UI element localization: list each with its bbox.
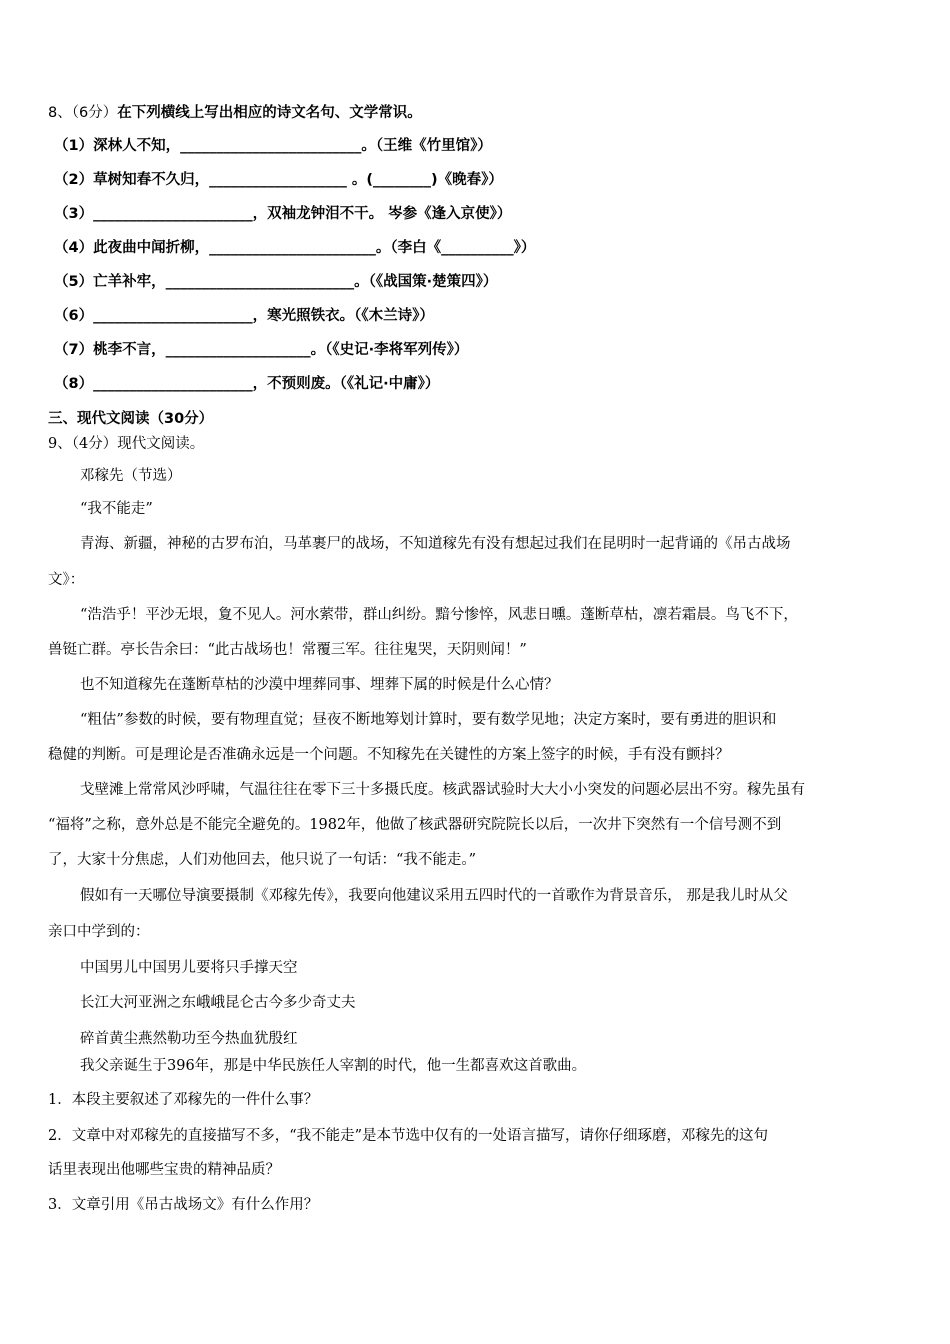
q8-number: 8、: [48, 105, 72, 121]
article-paragraph: 我父亲诞生于396年，那是中华民族任人宰割的时代，他一生都喜欢这首歌曲。: [80, 1058, 587, 1074]
article-paragraph: 假如有一天哪位导演要摄制《邓稼先传》，我要向他建议采用五四时代的一首歌作为背景音乐， 那是我儿时从父: [80, 888, 788, 904]
article-paragraph: 也不知道稼先在蓬断草枯的沙漠中埋葬同事、埋葬下属的时候是什么心情？: [80, 677, 559, 693]
article-paragraph: 亲口中学到的：: [48, 924, 150, 940]
q8-item-2: （2）草树知春不久归，___________________ 。(________)《晚春》）: [54, 172, 503, 188]
q8-item-1: （1）深林人不知，_________________________。（王维《竹里馆》）: [54, 138, 492, 154]
question-3: 3．文章引用《吊古战场文》有什么作用？: [48, 1197, 319, 1213]
article-paragraph: 青海、新疆，神秘的古罗布泊，马革裹尸的战场，不知道稼先有没有想起过我们在昆明时一起背诵的《吊古战场: [80, 536, 791, 552]
q8-item-3: （3）______________________，双袖龙钟泪不干。 岑参《逢入京使》）: [54, 206, 512, 222]
article-paragraph: “粗估”参数的时候，要有物理直觉；昼夜不断地筹划计算时，要有数学见地；决定方案时，要有勇进的胆识和: [80, 712, 777, 728]
article-paragraph: 了，大家十分焦虑，人们劝他回去，他只说了一句话：“我不能走。”: [48, 852, 477, 868]
article-paragraph: 文》：: [48, 572, 85, 588]
article-paragraph: 兽铤亡群。亭长告余曰：“此古战场也！常覆三军。往往鬼哭，天阴则闻！”: [48, 642, 527, 658]
article-paragraph: “浩浩乎！平沙无垠，夐不见人。河水萦带，群山纠纷。黯兮惨悴，风悲日曛。蓬断草枯，凛若霜晨。鸟飞不下，: [80, 607, 798, 623]
q8-item-5: （5）亡羊补牢，__________________________。（《战国策·楚策四》）: [54, 274, 498, 290]
question-2-continued: 话里表现出他哪些宝贵的精神品质？: [48, 1162, 280, 1178]
song-line: 碎首黄尘燕然勒功至今热血犹殷红: [80, 1031, 298, 1047]
q8-item-6: （6）______________________，寒光照铁衣。（《木兰诗》）: [54, 308, 434, 324]
article-title: 邓稼先（节选）: [80, 468, 182, 484]
article-paragraph: 戈壁滩上常常风沙呼啸，气温往往在零下三十多摄氏度。核武器试验时大大小小突发的问题必层出不穷。稼先虽有: [80, 782, 805, 798]
q8-prompt: 在下列横线上写出相应的诗文名句、文学常识。: [117, 105, 422, 121]
q8-heading: [48, 103, 422, 123]
q8-item-7: （7）桃李不言，____________________。（《史记·李将军列传》）: [54, 342, 469, 358]
q9-heading: 9、（4分）现代文阅读。: [48, 436, 205, 452]
q8-item-8: （8）______________________，不预则废。（《礼记·中庸》）: [54, 376, 440, 392]
section-3-title: 三、现代文阅读（30分）: [48, 411, 214, 427]
q8-item-4: （4）此夜曲中闻折柳，_______________________。（李白《__________》）: [54, 240, 536, 256]
article-paragraph: 稳健的判断。可是理论是否准确永远是一个问题。不知稼先在关键性的方案上签字的时候，手有没有颤抖？: [48, 747, 730, 763]
song-line: 长江大河亚洲之东峨峨昆仑古今多少奇丈夫: [80, 995, 356, 1011]
article-subtitle: “我不能走”: [80, 501, 153, 517]
article-paragraph: “福将”之称，意外总是不能完全避免的。1982年，他做了核武器研究院院长以后，一次井下突然有一个信号测不到: [48, 817, 782, 833]
question-2: 2．文章中对邓稼先的直接描写不多，“我不能走”是本节选中仅有的一处语言描写，请你仔细琢磨，邓稼先的这句: [48, 1128, 769, 1144]
question-1: 1．本段主要叙述了邓稼先的一件什么事？: [48, 1092, 319, 1108]
q8-score: （6分）: [71, 105, 118, 121]
song-line: 中国男儿中国男儿要将只手撑天空: [80, 960, 298, 976]
